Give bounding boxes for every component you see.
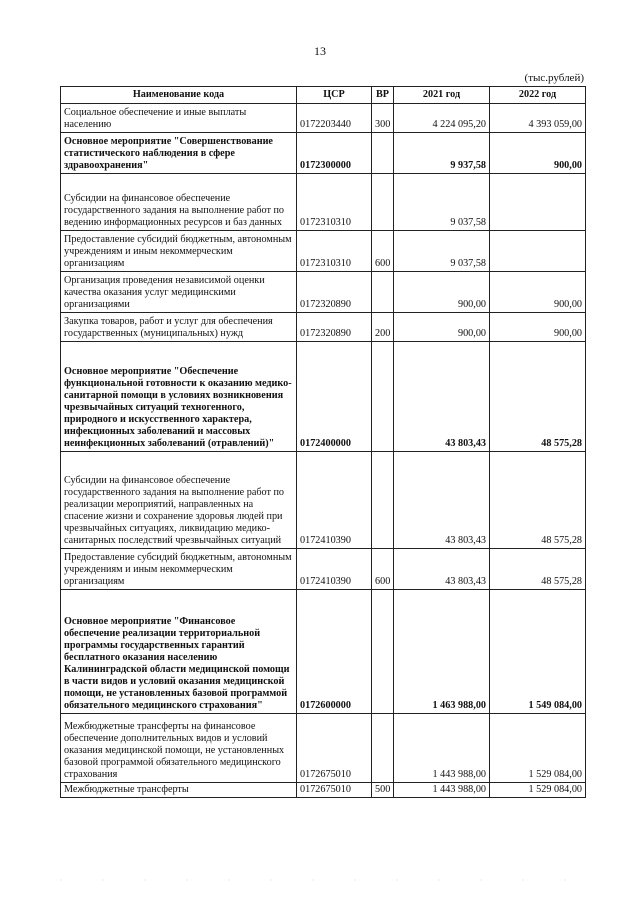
row-2022: 48 575,28 (490, 549, 586, 590)
row-2021: 43 803,43 (394, 452, 490, 549)
row-csr: 0172600000 (297, 590, 372, 714)
row-vr (372, 590, 394, 714)
row-2021: 9 037,58 (394, 174, 490, 231)
row-csr: 0172410390 (297, 549, 372, 590)
row-vr: 600 (372, 231, 394, 272)
row-2021: 9 937,58 (394, 133, 490, 174)
table-row (61, 174, 586, 231)
row-2021: 1 443 988,00 (394, 714, 490, 783)
row-vr: 500 (372, 783, 394, 798)
row-vr (372, 174, 394, 231)
table-header-row (61, 87, 586, 104)
row-2022: 900,00 (490, 133, 586, 174)
row-name: Предоставление субсидий бюджетным, автономным учреждениям и иным некоммерческим организациям (61, 231, 297, 272)
table-row (61, 549, 586, 590)
row-csr: 0172410390 (297, 452, 372, 549)
row-csr: 0172320890 (297, 313, 372, 342)
row-2022: 1 549 084,00 (490, 590, 586, 714)
row-csr: 0172300000 (297, 133, 372, 174)
table-row (61, 133, 586, 174)
row-csr: 0172310310 (297, 174, 372, 231)
row-2021: 900,00 (394, 272, 490, 313)
row-csr: 0172203440 (297, 104, 372, 133)
row-2021: 1 443 988,00 (394, 783, 490, 798)
row-2021: 43 803,43 (394, 342, 490, 452)
row-vr: 600 (372, 549, 394, 590)
row-2022: 48 575,28 (490, 452, 586, 549)
row-vr (372, 272, 394, 313)
row-csr: 0172320890 (297, 272, 372, 313)
table-row (61, 714, 586, 783)
header-name: Наименование кода (61, 87, 297, 104)
row-name: Основное мероприятие "Обеспечение функциональной готовности к оказанию медико-санитарной помощи в условиях возникновения чрезвычайных ситуаций техногенного, природного и искусственного характера, инфекционных заболеваний и массовых неинфекционных заболеваний (отравлений)" (61, 342, 297, 452)
header-vr: ВР (372, 87, 394, 104)
header-year-2022: 2022 год (490, 87, 586, 104)
row-vr: 300 (372, 104, 394, 133)
row-name: Закупка товаров, работ и услуг для обеспечения государственных (муниципальных) нужд (61, 313, 297, 342)
row-2021: 4 224 095,20 (394, 104, 490, 133)
page-number: 13 (314, 44, 326, 58)
row-2022: 1 529 084,00 (490, 783, 586, 798)
table-row (61, 342, 586, 452)
row-2022: 48 575,28 (490, 342, 586, 452)
row-name: Межбюджетные трансферты (61, 783, 297, 798)
row-name: Организация проведения независимой оценки качества оказания услуг медицинскими организациями (61, 272, 297, 313)
row-name: Субсидии на финансовое обеспечение государственного задания на выполнение работ по ведению информационных ресурсов и баз данных (61, 174, 297, 231)
table-row (61, 231, 586, 272)
row-2022: 4 393 059,00 (490, 104, 586, 133)
row-vr (372, 133, 394, 174)
row-2021: 9 037,58 (394, 231, 490, 272)
row-csr: 0172675010 (297, 714, 372, 783)
row-2021: 900,00 (394, 313, 490, 342)
row-vr (372, 714, 394, 783)
row-vr (372, 452, 394, 549)
row-name: Межбюджетные трансферты на финансовое обеспечение дополнительных видов и условий оказания медицинской помощи, не установленных базовой программой обязательного медицинского страхования (61, 714, 297, 783)
row-vr: 200 (372, 313, 394, 342)
row-csr: 0172400000 (297, 342, 372, 452)
row-2022: 900,00 (490, 272, 586, 313)
table-row (61, 104, 586, 133)
unit-note: (тыс.рублей) (524, 72, 584, 84)
row-csr: 0172310310 (297, 231, 372, 272)
row-2022 (490, 174, 586, 231)
budget-table (60, 86, 586, 798)
row-name: Предоставление субсидий бюджетным, автономным учреждениям и иным некоммерческим организациям (61, 549, 297, 590)
row-vr (372, 342, 394, 452)
row-name: Субсидии на финансовое обеспечение государственного задания на выполнение работ по реализации мероприятий, направленных на спасение жизни и сохранение здоровья людей при чрезвычайных ситуациях, ликвидацию медико-санитарных последствий чрезвычайных ситуаций (61, 452, 297, 549)
row-name: Социальное обеспечение и иные выплаты населению (61, 104, 297, 133)
table-row (61, 313, 586, 342)
scan-noise (40, 876, 600, 884)
table-row (61, 452, 586, 549)
row-name: Основное мероприятие "Совершенствование статистического наблюдения в сфере здравоохранения" (61, 133, 297, 174)
header-year-2021: 2021 год (394, 87, 490, 104)
row-csr: 0172675010 (297, 783, 372, 798)
header-csr: ЦСР (297, 87, 372, 104)
row-name: Основное мероприятие "Финансовое обеспечение реализации территориальной программы государственных гарантий бесплатного оказания населению Калининградской области медицинской помощи в части видов и условий оказания медицинской помощи, не установленных базовой программой обязательного медицинского страхования" (61, 590, 297, 714)
row-2022: 1 529 084,00 (490, 714, 586, 783)
row-2022 (490, 231, 586, 272)
table-row (61, 783, 586, 798)
row-2021: 43 803,43 (394, 549, 490, 590)
table-row (61, 590, 586, 714)
table-row (61, 272, 586, 313)
row-2022: 900,00 (490, 313, 586, 342)
row-2021: 1 463 988,00 (394, 590, 490, 714)
